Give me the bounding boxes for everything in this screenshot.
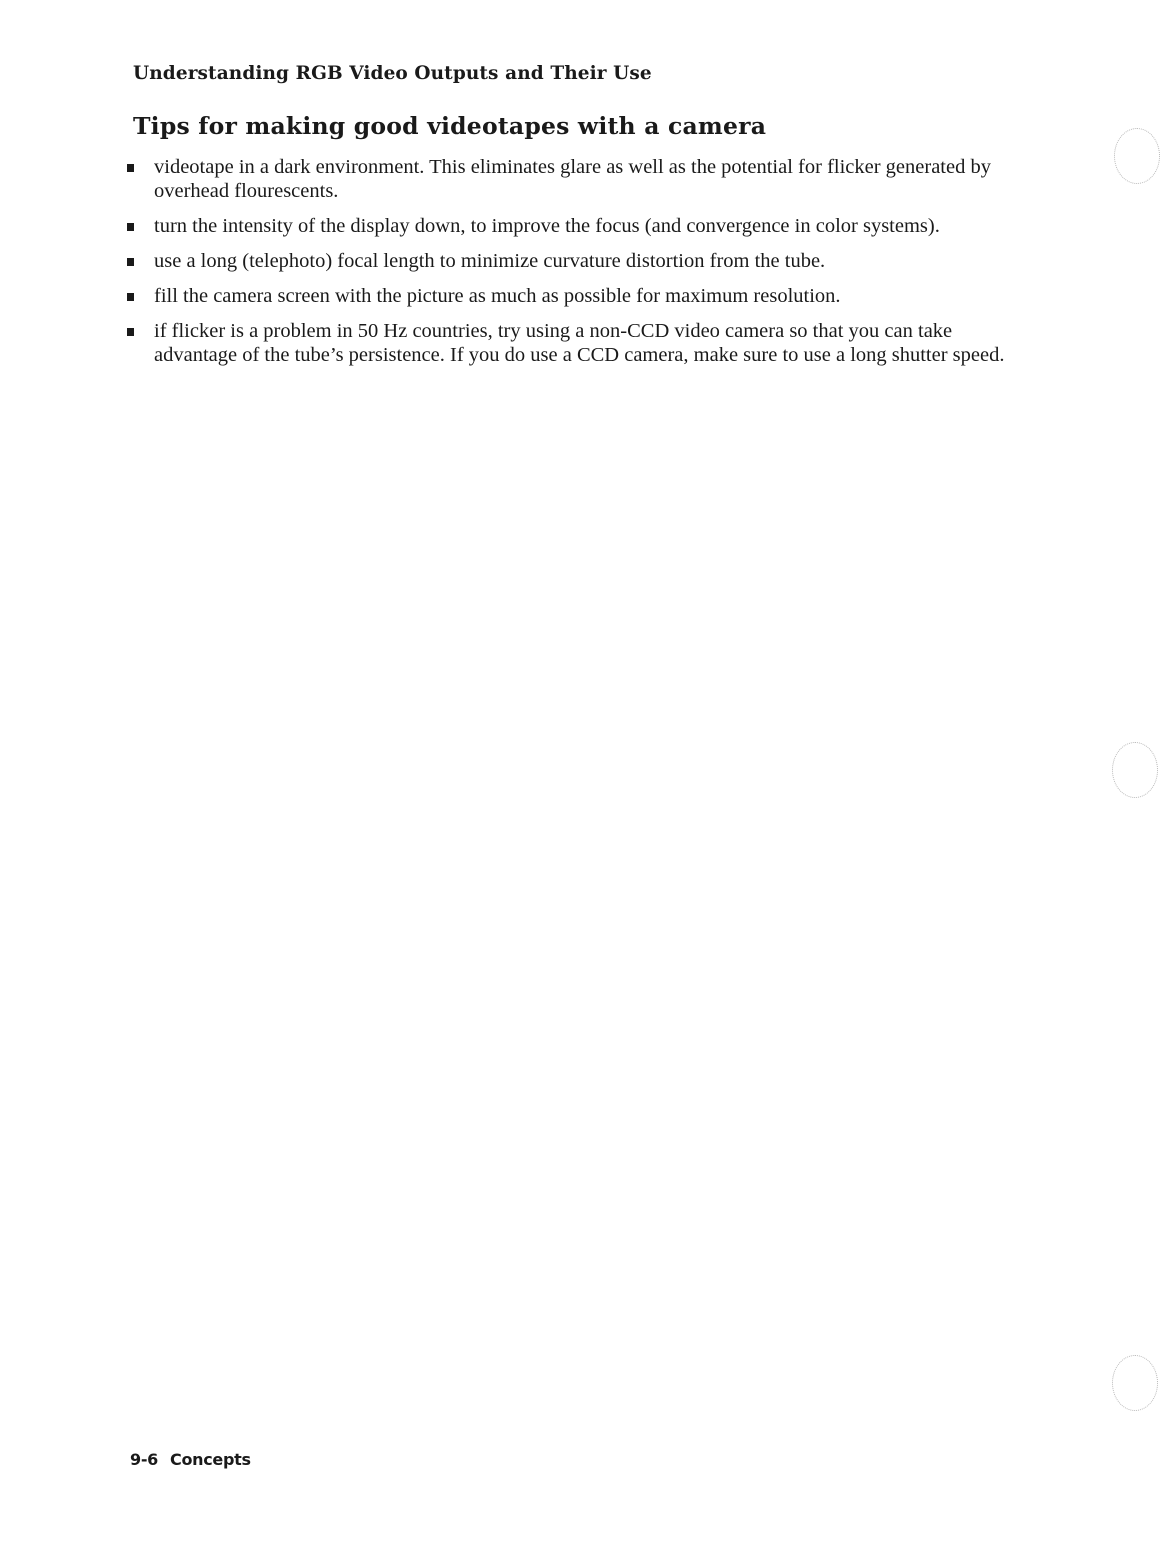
square-bullet-icon	[127, 328, 134, 336]
punch-hole-icon	[1114, 128, 1160, 184]
page-footer	[130, 1450, 251, 1469]
chapter-name: Concepts	[170, 1450, 251, 1469]
tip-text: videotape in a dark environment. This eliminates glare as well as the potential for flicker generated by overhead flourescents.	[154, 156, 991, 202]
punch-hole-icon	[1112, 1355, 1158, 1411]
tip-text: use a long (telephoto) focal length to minimize curvature distortion from the tube.	[154, 250, 826, 272]
square-bullet-icon	[127, 293, 134, 301]
square-bullet-icon	[127, 164, 134, 172]
tip-item	[127, 155, 1027, 203]
square-bullet-icon	[127, 258, 134, 266]
tip-text: if flicker is a problem in 50 Hz countries, try using a non-CCD video camera so that you can take advantage of the tube’s persistence. If you do use a CCD camera, make sure to use a long shutter speed.	[154, 320, 1005, 366]
tip-item	[127, 319, 1027, 367]
tip-item	[127, 284, 1027, 308]
tip-text: turn the intensity of the display down, to improve the focus (and convergence in color systems).	[154, 215, 940, 237]
square-bullet-icon	[127, 223, 134, 231]
tip-item	[127, 214, 1027, 238]
page-number: 9-6	[130, 1450, 159, 1469]
section-title: Tips for making good videotapes with a camera	[133, 112, 767, 140]
tip-text: fill the camera screen with the picture as much as possible for maximum resolution.	[154, 285, 841, 307]
tips-list	[127, 155, 1027, 378]
running-header: Understanding RGB Video Outputs and Their Use	[133, 63, 652, 84]
tip-item	[127, 249, 1027, 273]
punch-hole-icon	[1112, 742, 1158, 798]
